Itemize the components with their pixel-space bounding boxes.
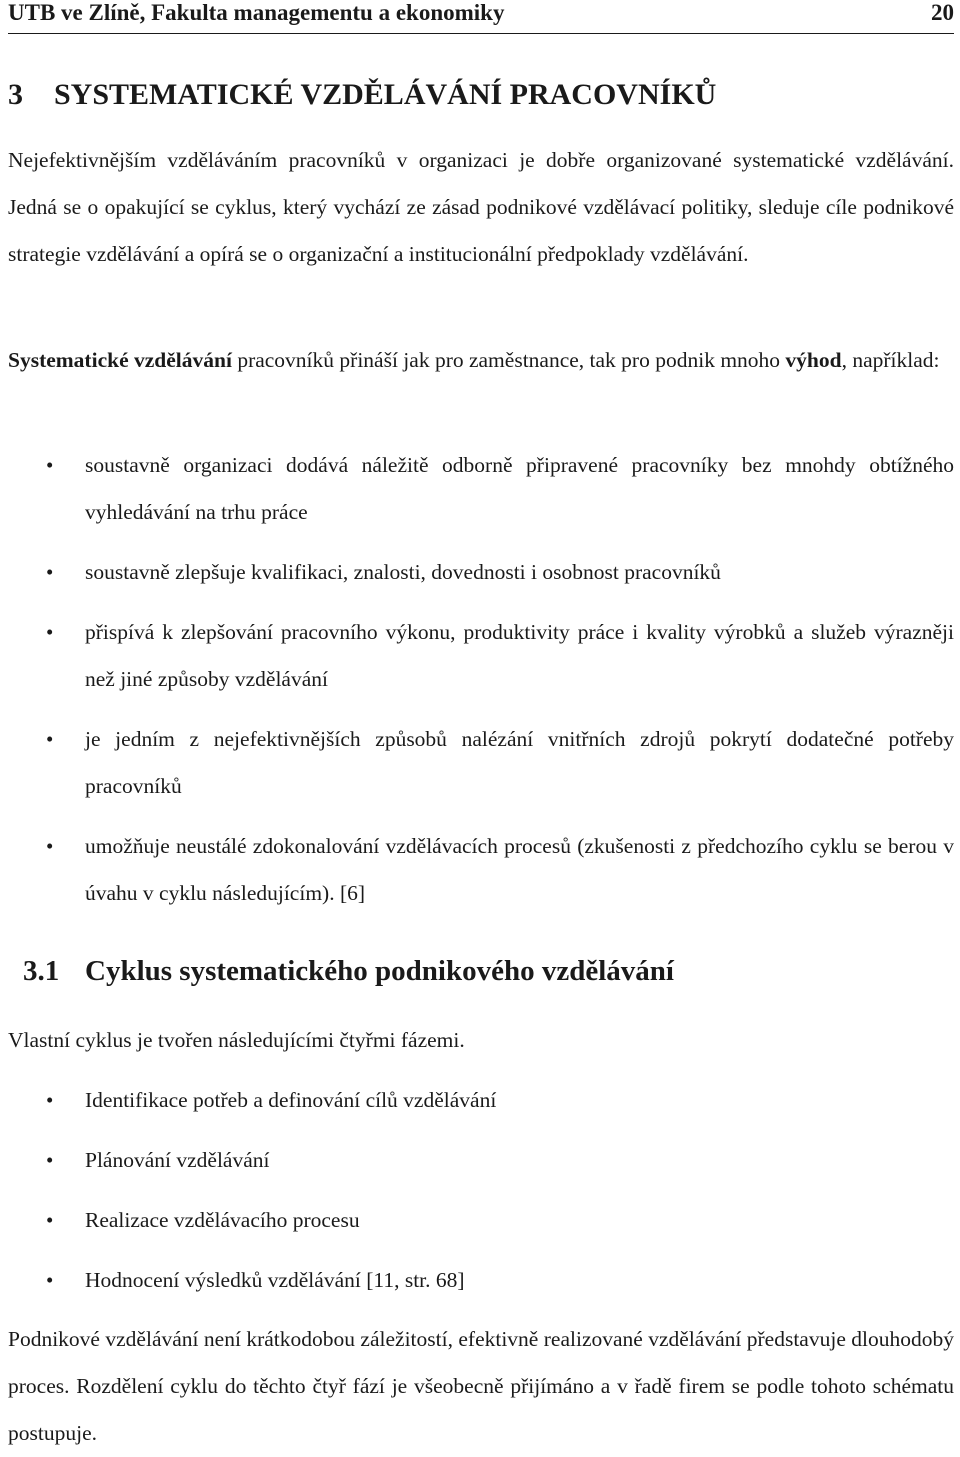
bullet-icon: • xyxy=(46,453,54,477)
list-item-text: Plánování vzdělávání xyxy=(85,1148,270,1172)
header-institution: UTB ve Zlíně, Fakulta managementu a ekonomiky xyxy=(8,0,505,25)
list-item-text: Realizace vzdělávacího procesu xyxy=(85,1208,360,1232)
bullet-icon: • xyxy=(46,1088,54,1112)
bullet-icon: • xyxy=(46,1208,54,1232)
chapter-number: 3 xyxy=(8,78,23,111)
bullet-icon: • xyxy=(46,727,54,751)
list-item xyxy=(8,1197,954,1244)
list-item xyxy=(8,442,954,536)
intro-paragraph: Nejefektivnějším vzděláváním pracovníků v organizaci je dobře organizované systematické vzdělávání. Jedná se o opakující se cyklus, který vychází ze zásad podnikové vzdělávací politiky, sleduje cíle podnikové strategie vzdělávání a opírá se o organizační a institucionální předpoklady vzdělávání. xyxy=(8,148,954,266)
benefits-bold-word: výhod xyxy=(785,348,842,372)
list-item-text: Identifikace potřeb a definování cílů vzdělávání xyxy=(85,1088,497,1112)
section-heading xyxy=(23,955,674,988)
benefits-text-end: , například: xyxy=(841,348,940,372)
list-item xyxy=(8,1077,954,1124)
section-title: Cyklus systematického podnikového vzdělávání xyxy=(85,955,674,987)
list-item-text: je jedním z nejefektivnějších způsobů nalézání vnitřních zdrojů pokrytí dodatečné potřeby pracovníků xyxy=(85,727,954,798)
benefits-list xyxy=(8,442,954,917)
benefits-paragraph xyxy=(8,337,954,384)
section-number: 3.1 xyxy=(23,955,60,987)
page-number: 20 xyxy=(931,0,954,25)
cycle-intro-paragraph: Vlastní cyklus je tvořen následujícími čtyřmi fázemi. xyxy=(8,1028,465,1052)
chapter-title: SYSTEMATICKÉ VZDĚLÁVÁNÍ PRACOVNÍKŮ xyxy=(54,78,717,111)
list-item-text: soustavně organizaci dodává náležitě odborně připravené pracovníky bez mnohdy obtížného vyhledávání na trhu práce xyxy=(85,453,954,524)
closing-paragraph: Podnikové vzdělávání není krátkodobou záležitostí, efektivně realizované vzdělávání představuje dlouhodobý proces. Rozdělení cyklu do těchto čtyř fází je všeobecně přijímáno a v řadě firem se podle tohoto schématu postupuje. xyxy=(8,1327,954,1445)
list-item-text: umožňuje neustálé zdokonalování vzdělávacích procesů (zkušenosti z předchozího cyklu se berou v úvahu v cyklu následujícím). [6] xyxy=(85,834,954,905)
bullet-icon: • xyxy=(46,560,54,584)
benefits-text: pracovníků přináší jak pro zaměstnance, tak pro podnik mnoho xyxy=(231,348,786,372)
list-item xyxy=(8,549,954,596)
list-item xyxy=(8,716,954,810)
bullet-icon: • xyxy=(46,620,54,644)
list-item-text: přispívá k zlepšování pracovního výkonu, produktivity práce i kvality výrobků a služeb výrazněji než jiné způsoby vzdělávání xyxy=(85,620,954,691)
bullet-icon: • xyxy=(46,1268,54,1292)
list-item-text: Hodnocení výsledků vzdělávání [11, str. 68] xyxy=(85,1268,465,1292)
bullet-icon: • xyxy=(46,1148,54,1172)
list-item-text: soustavně zlepšuje kvalifikaci, znalosti, dovednosti i osobnost pracovníků xyxy=(85,560,721,584)
benefits-bold-term: Systematické vzdělávání xyxy=(8,348,232,372)
running-header xyxy=(8,0,954,34)
list-item xyxy=(8,1257,954,1304)
phases-list xyxy=(8,1077,954,1304)
list-item xyxy=(8,823,954,917)
list-item xyxy=(8,609,954,703)
list-item xyxy=(8,1137,954,1184)
bullet-icon: • xyxy=(46,834,54,858)
chapter-heading xyxy=(8,78,716,112)
